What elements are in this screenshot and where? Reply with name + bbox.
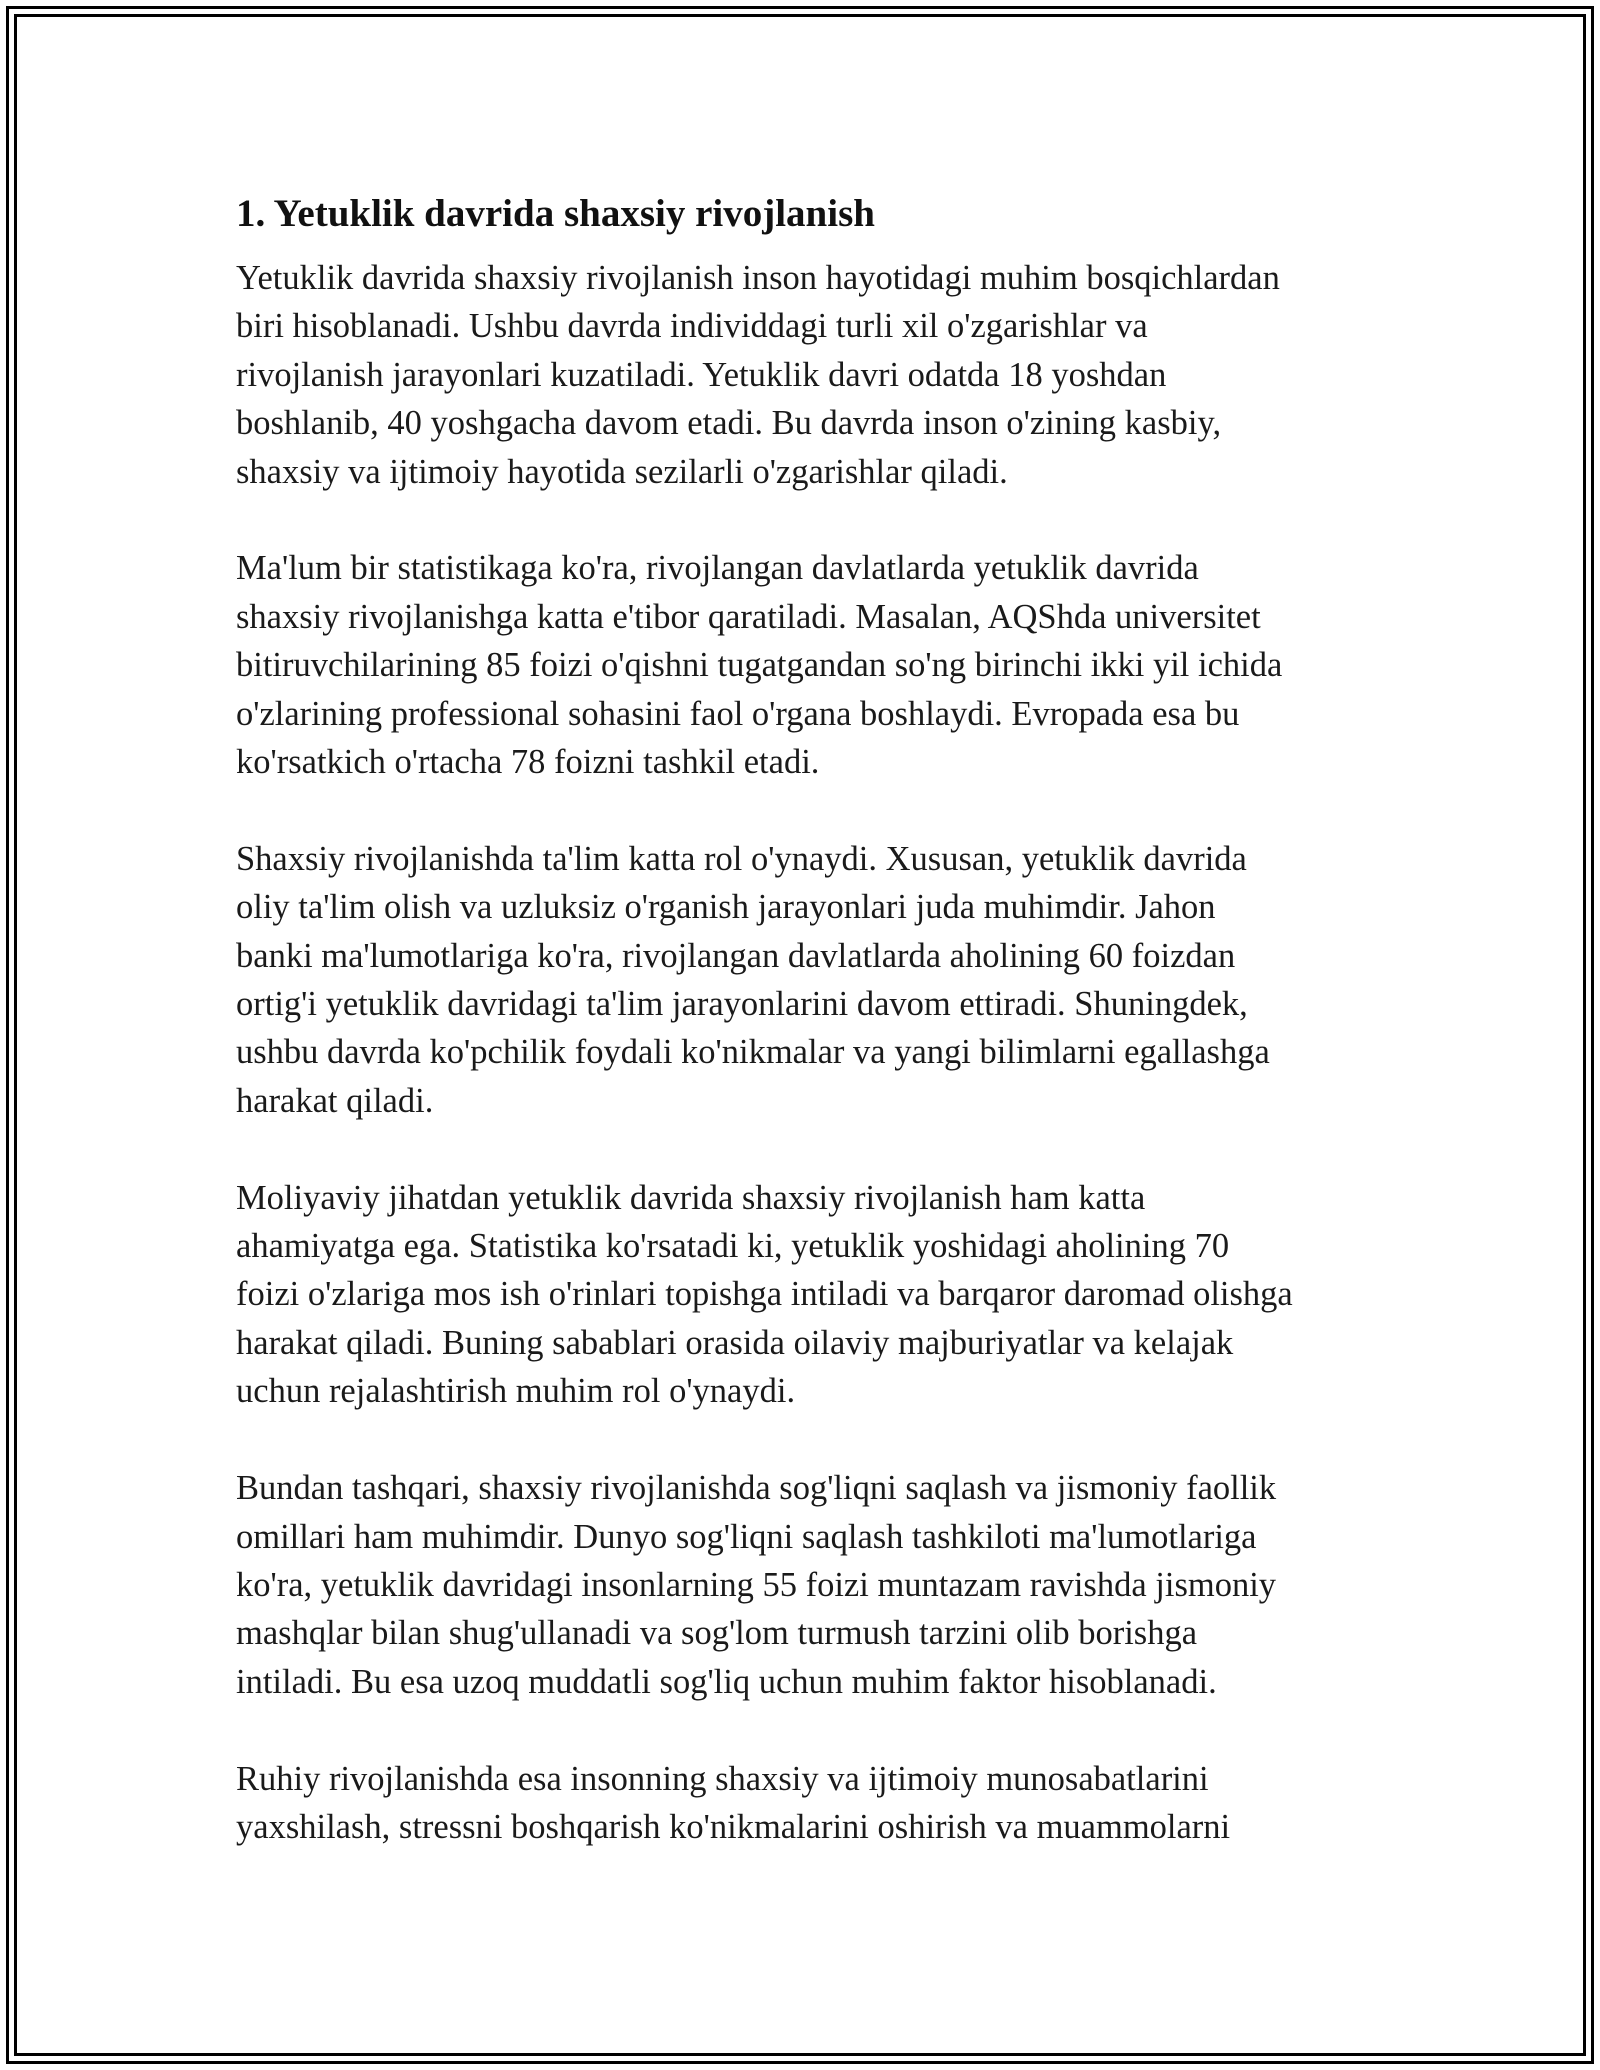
paragraph-line: Shaxsiy rivojlanishda ta'lim katta rol o'ynaydi. Xususan, yetuklik davrida xyxy=(236,839,1247,878)
section-title: 1. Yetuklik davrida shaxsiy rivojlanish xyxy=(236,192,875,235)
paragraph-line: mashqlar bilan shug'ullanadi va sog'lom turmush tarzini olib borishga xyxy=(236,1614,1198,1653)
document-body xyxy=(236,186,1376,1900)
paragraph-line: Ma'lum bir statistikaga ko'ra, rivojlangan davlatlarda yetuklik davrida xyxy=(236,549,1199,588)
paragraph-line: ko'rsatkich o'rtacha 78 foizni tashkil etadi. xyxy=(236,743,820,782)
body-paragraph xyxy=(236,835,1376,1125)
paragraph-line: harakat qiladi. Buning sabablari orasida oilaviy majburiyatlar va kelajak xyxy=(236,1323,1234,1362)
paragraph-line: biri hisoblanadi. Ushbu davrda individdagi turli xil o'zgarishlar va xyxy=(236,307,1148,346)
paragraph-line: banki ma'lumotlariga ko'ra, rivojlangan davlatlarda aholining 60 foizdan xyxy=(236,936,1236,975)
paragraph-line: rivojlanish jarayonlari kuzatiladi. Yetuklik davri odatda 18 yoshdan xyxy=(236,355,1167,394)
paragraph-line: ushbu davrda ko'pchilik foydali ko'nikmalar va yangi bilimlarni egallashga xyxy=(236,1033,1270,1072)
paragraph-line: yaxshilash, stressni boshqarish ko'nikmalarini oshirish va muammolarni xyxy=(236,1807,1231,1846)
paragraph-line: bitiruvchilarining 85 foizi o'qishni tugatgandan so'ng birinchi ikki yil ichida xyxy=(236,646,1283,685)
paragraph-line: ahamiyatga ega. Statistika ko'rsatadi ki, yetuklik yoshidagi aholining 70 xyxy=(236,1227,1230,1266)
paragraph-line: ko'ra, yetuklik davridagi insonlarning 55 foizi muntazam ravishda jismoniy xyxy=(236,1565,1277,1604)
paragraph-line: Ruhiy rivojlanishda esa insonning shaxsiy va ijtimoiy munosabatlarini xyxy=(236,1759,1209,1798)
paragraph-line: oliy ta'lim olish va uzluksiz o'rganish jarayonlari juda muhimdir. Jahon xyxy=(236,888,1216,927)
paragraph-line: intiladi. Bu esa uzoq muddatli sog'liq uchun muhim faktor hisoblanadi. xyxy=(236,1662,1217,1701)
paragraph-line: uchun rejalashtirish muhim rol o'ynaydi. xyxy=(236,1372,796,1411)
paragraph-line: foizi o'zlariga mos ish o'rinlari topishga intiladi va barqaror daromad olishga xyxy=(236,1275,1293,1314)
paragraph-line: omillari ham muhimdir. Dunyo sog'liqni saqlash tashkiloti ma'lumotlariga xyxy=(236,1517,1257,1556)
paragraph-list xyxy=(236,254,1376,1851)
paragraph-line: harakat qiladi. xyxy=(236,1081,434,1120)
paragraph-line: Moliyaviy jihatdan yetuklik davrida shaxsiy rivojlanish ham katta xyxy=(236,1178,1146,1217)
body-paragraph xyxy=(236,1755,1376,1852)
paragraph-line: Yetuklik davrida shaxsiy rivojlanish inson hayotidagi muhim bosqichlardan xyxy=(236,259,1280,297)
paragraph-line: ortig'i yetuklik davridagi ta'lim jarayonlarini davom ettiradi. Shuningdek, xyxy=(236,985,1248,1024)
body-paragraph xyxy=(236,254,1376,496)
paragraph-line: shaxsiy rivojlanishga katta e'tibor qaratiladi. Masalan, AQShda universitet xyxy=(236,597,1261,636)
body-paragraph xyxy=(236,1174,1376,1416)
body-paragraph xyxy=(236,544,1376,786)
paragraph-line: Bundan tashqari, shaxsiy rivojlanishda sog'liqni saqlash va jismoniy faollik xyxy=(236,1469,1277,1508)
paragraph-line: boshlanib, 40 yoshgacha davom etadi. Bu davrda inson o'zining kasbiy, xyxy=(236,404,1222,443)
paragraph-line: shaxsiy va ijtimoiy hayotida sezilarli o'zgarishlar qiladi. xyxy=(236,452,1008,491)
paragraph-line: o'zlarining professional sohasini faol o'rgana boshlaydi. Evropada esa bu xyxy=(236,694,1240,733)
body-paragraph xyxy=(236,1464,1376,1706)
